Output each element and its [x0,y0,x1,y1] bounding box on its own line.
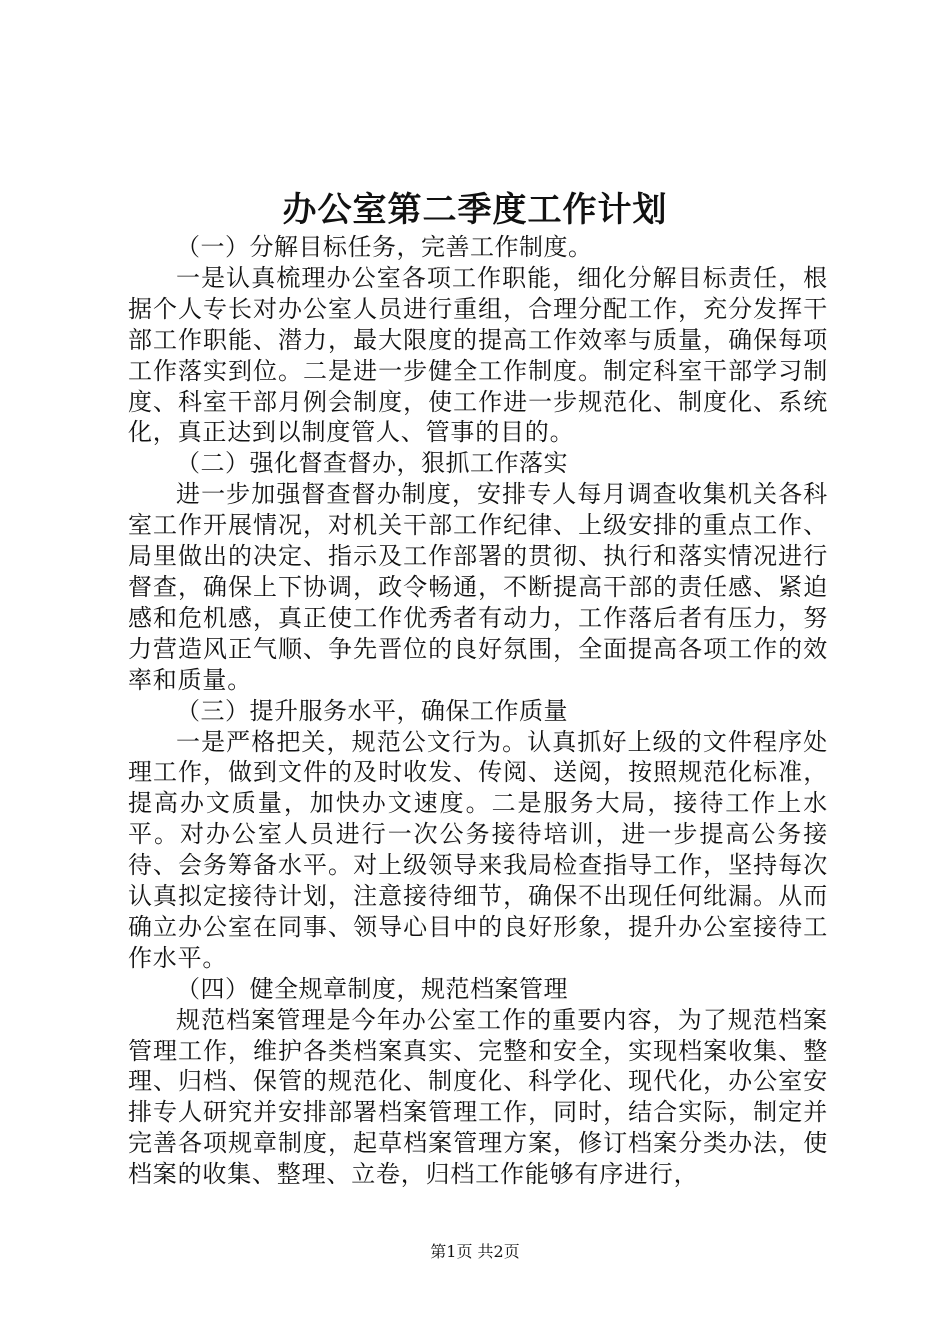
section-4-heading: （四）健全规章制度，规范档案管理 [176,974,568,1003]
section-1-heading: （一）分解目标任务，完善工作制度。 [176,233,593,261]
section-4-paragraph: 规范档案管理是今年办公室工作的重要内容，为了规范档案管理工作，维护各类档案真实、完整和安全，实现档案收集、整理、归档、保管的规范化、制度化、科学化、现代化，办公室安排专人研究并安排部署档案管理工作，同时，结合实际，制定并完善各项规章制度，起草档案管理方案，修订档案分类办法，使档案的收集、整理、立卷，归档工作能够有序进行， [128,1005,828,1189]
section-2-heading: （二）强化督查督办，狠抓工作落实 [176,449,568,478]
section-2-paragraph: 进一步加强督查督办制度，安排专人每月调查收集机关各科室工作开展情况，对机关干部工作纪律、上级安排的重点工作、局里做出的决定、指示及工作部署的贯彻、执行和落实情况进行督查，确保上下协调，政令畅通，不断提高干部的责任感、紧迫感和危机感，真正使工作优秀者有动力，工作落后者有压力，努力营造风正气顺、争先晋位的良好氛围，全面提高各项工作的效率和质量。 [128,480,828,694]
page-footer: 第1页 共2页 [430,1242,520,1261]
document-title: 办公室第二季度工作计划 [282,190,668,230]
section-3-paragraph: 一是严格把关，规范公文行为。认真抓好上级的文件程序处理工作，做到文件的及时收发、传阅、送阅，按照规范化标准，提高办文质量，加快办文速度。二是服务大局，接待工作上水平。对办公室人员进行一次公务接待培训，进一步提高公务接待、会务筹备水平。对上级领导来我局检查指导工作，坚持每次认真拟定接待计划，注意接待细节，确保不出现任何纰漏。从而确立办公室在同事、领导心目中的良好形象，提升办公室接待工作水平。 [128,727,828,972]
section-1-paragraph: 一是认真梳理办公室各项工作职能，细化分解目标责任，根据个人专长对办公室人员进行重组，合理分配工作，充分发挥干部工作职能、潜力，最大限度的提高工作效率与质量，确保每项工作落实到位。二是进一步健全工作制度。制定科室干部学习制度、科室干部月例会制度，使工作进一步规范化、制度化、系统化，真正达到以制度管人、管事的目的。 [128,263,828,447]
document-body [128,232,828,1190]
section-3-heading: （三）提升服务水平，确保工作质量 [176,696,568,725]
